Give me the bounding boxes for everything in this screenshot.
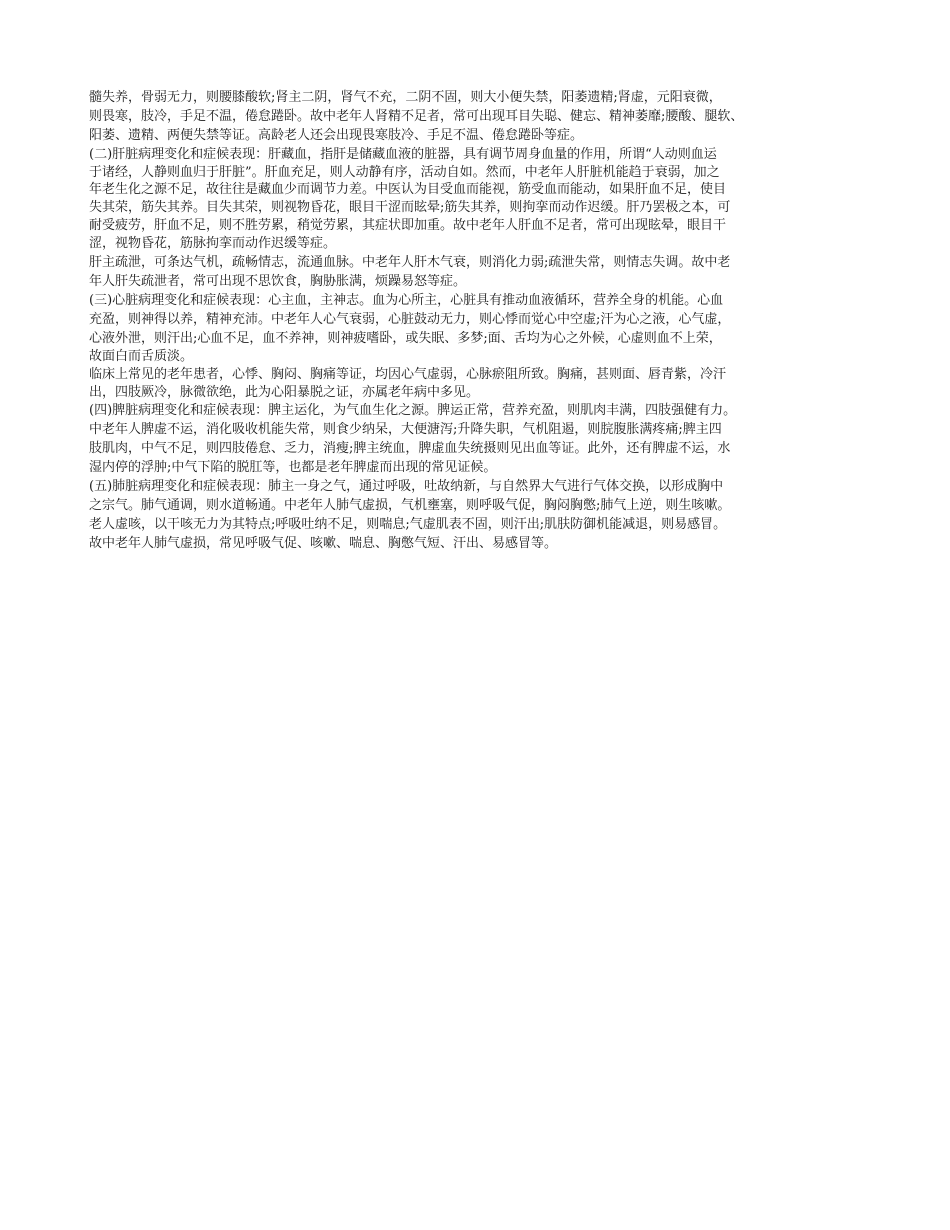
text-line: 肢肌肉，中气不足，则四肢倦怠、乏力，消瘦;脾主统血，脾虚血失统摄则见出血等证。此外，还有脾虚不运，水 [89, 441, 731, 456]
text-line: 肝主疏泄，可条达气机，疏畅情志，流通血脉。中老年人肝木气衰，则消化力弱;疏泄失常，则情志失调。故中老 [89, 255, 731, 270]
text-line: 耐受疲劳，肝血不足，则不胜劳累，稍觉劳累，其症状即加重。故中老年人肝血不足者，常可出现眩晕，眼目干 [89, 218, 727, 233]
text-line: 则畏寒，肢冷，手足不温，倦怠踡卧。故中老年人肾精不足者，常可出现耳目失聪、健忘、精神萎靡;腰酸、腿软、 [89, 109, 744, 124]
text-line: 故中老年人肺气虚损，常见呼吸气促、咳嗽、喘息、胸憋气短、汗出、易感冒等。 [89, 536, 558, 551]
document-body [89, 88, 879, 553]
text-line: 心液外泄，则汗出;心血不足，血不养神，则神疲嗜卧，或失眠、多梦;面、舌均为心之外候，心虚则血不上荣， [89, 331, 722, 346]
section-heading-lung: (五)肺脏病理变化和症候表现：肺主一身之气，通过呼吸，吐故纳新，与自然界大气进行气体交换，以形成胸中 [89, 479, 724, 494]
text-line: 于诸经，人静则血归于肝脏”。肝血充足，则人动静有序，活动自如。然而，中老年人肝脏机能趋于衰弱，加之 [89, 165, 720, 180]
text-line: 年人肝失疏泄者，常可出现不思饮食，胸胁胀满，烦躁易怒等症。 [89, 274, 467, 289]
text-line: 湿内停的浮肿;中气下陷的脱肛等，也都是老年脾虚而出现的常见证候。 [89, 460, 497, 475]
section-heading-spleen: (四)脾脏病理变化和症候表现：脾主运化，为气血生化之源。脾运正常，营养充盈，则肌肉丰满，四肢强健有力。 [89, 403, 737, 418]
text-line: 涩，视物昏花，筋脉拘挛而动作迟缓等症。 [89, 236, 337, 251]
section-heading-liver: (二)肝脏病理变化和症候表现：肝藏血，指肝是储藏血液的脏器，具有调节周身血量的作用，所谓“人动则血运 [89, 147, 717, 162]
text-line: 老人虚咳，以干咳无力为其特点;呼吸吐纳不足，则喘息;气虚肌表不固，则汗出;肌肤防御机能减退，则易感冒。 [89, 517, 727, 532]
text-line: 髓失养，骨弱无力，则腰膝酸软;肾主二阴，肾气不充，二阴不固，则大小便失禁，阳萎遗精;肾虚，元阳衰微， [89, 90, 722, 105]
text-line: 故面白而舌质淡。 [89, 349, 194, 364]
text-line: 中老年人脾虚不运，消化吸收机能失常，则食少纳呆，大便溏泻;升降失职，气机阻遏，则脘腹胀满疼痛;脾主四 [89, 422, 722, 437]
text-line: 出，四肢厥冷，脉微欲绝，此为心阳暴脱之证，亦属老年病中多见。 [89, 385, 480, 400]
text-line: 充盈，则神得以养，精神充沛。中老年人心气衰弱，心脏鼓动无力，则心悸而觉心中空虚;汗为心之液，心气虚， [89, 312, 731, 327]
text-line: 失其荣，筋失其养。目失其荣，则视物昏花，眼目干涩而眩晕;筋失其养，则拘挛而动作迟缓。肝乃罢极之本，可 [89, 200, 731, 215]
text-line: 年老生化之源不足，故往往是藏血少而调节力差。中医认为目受血而能视，筋受血而能动，如果肝血不足，使目 [89, 182, 727, 197]
text-line: 阳萎、遗精、两便失禁等证。高龄老人还会出现畏寒肢冷、手足不温、倦怠踡卧等症。 [89, 128, 584, 143]
text-line: 之宗气。肺气通调，则水道畅通。中老年人肺气虚损，气机壅塞，则呼吸气促，胸闷胸憋;肺气上逆，则生咳嗽。 [89, 498, 731, 513]
text-line: 临床上常见的老年患者，心悸、胸闷、胸痛等证，均因心气虚弱，心脉瘀阻所致。胸痛，甚则面、唇青紫，冷汗 [89, 367, 727, 382]
section-heading-heart: (三)心脏病理变化和症候表现：心主血，主神志。血为心所主，心脏具有推动血液循环，营养全身的机能。心血 [89, 293, 724, 308]
